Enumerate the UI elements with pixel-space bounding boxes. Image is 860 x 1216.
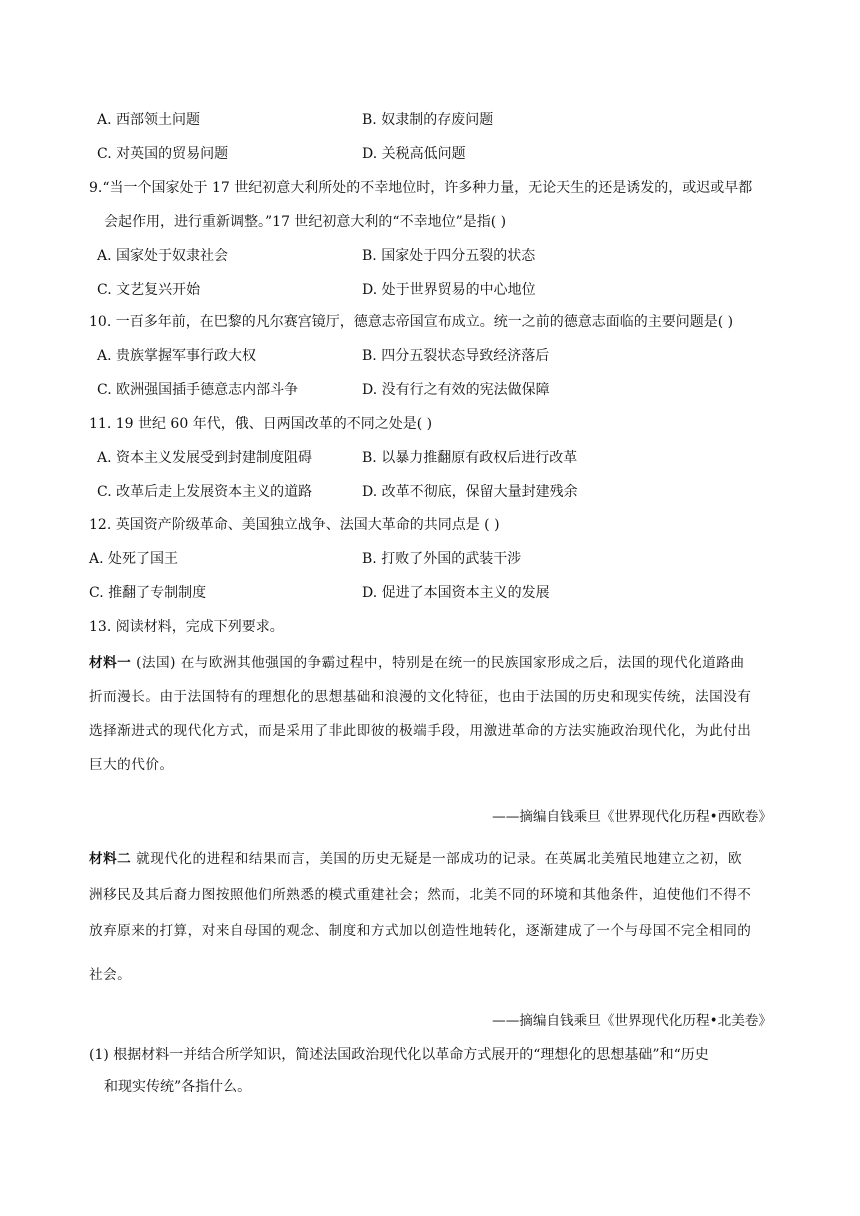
q12-option-b: B. 打败了外国的武装干涉 [362,551,522,567]
material2-source: ——摘编自钱乘旦《世界现代化历程•北美卷》 [492,1013,772,1029]
q10-option-c: C. 欧洲强国插手德意志内部斗争 [97,382,299,398]
q8-option-b: B. 奴隶制的存废问题 [362,112,494,128]
q10-stem: 10. 一百多年前，在巴黎的凡尔赛宫镜厅，德意志帝国宣布成立。统一之前的德意志面临的主要问题是( ) [89,314,734,330]
q9-option-d: D. 处于世界贸易的中心地位 [362,282,536,298]
material1-line2: 折而漫长。由于法国特有的理想化的思想基础和浪漫的文化特征，也由于法国的历史和现实传统，法国没有 [89,689,752,705]
q12-option-a: A. 处死了国王 [89,551,179,567]
material1-line1: 材料一 (法国) 在与欧洲其他强国的争霸过程中，特别是在统一的民族国家形成之后，法国的现代化道路曲 [89,655,745,671]
q11-option-a: A. 资本主义发展受到封建制度阻碍 [97,450,313,466]
q8-option-a: A. 西部领土问题 [97,112,201,128]
q13-stem: 13. 阅读材料，完成下列要求。 [89,619,284,635]
q12-option-c: C. 推翻了专制制度 [89,585,207,601]
q12-stem: 12. 英国资产阶级革命、美国独立战争、法国大革命的共同点是 ( ) [89,517,500,533]
material2-label: 材料二 [89,851,132,867]
q9-option-b: B. 国家处于四分五裂的状态 [362,248,536,264]
q9-stem-line1: 9.“当一个国家处于 17 世纪初意大利所处的不幸地位时，许多种力量，无论天生的还是诱发的，或迟或早都 [89,180,753,196]
material1-line4: 巨大的代价。 [89,757,174,773]
q11-option-d: D. 改革不彻底，保留大量封建残余 [362,484,578,500]
q10-option-a: A. 贵族掌握军事行政大权 [97,348,257,364]
q10-option-d: D. 没有行之有效的宪法做保障 [362,382,550,398]
q9-stem-line2: 会起作用，进行重新调整。”17 世纪初意大利的“不幸地位”是指( ) [104,214,507,230]
q8-option-d: D. 关税高低问题 [362,146,466,162]
q11-option-c: C. 改革后走上发展资本主义的道路 [97,484,313,500]
material1-source: ——摘编自钱乘旦《世界现代化历程•西欧卷》 [492,809,772,825]
q12-option-d: D. 促进了本国资本主义的发展 [362,585,550,601]
q9-option-a: A. 国家处于奴隶社会 [97,248,229,264]
q13-sub1-line2: 和现实传统”各指什么。 [104,1079,252,1095]
q11-stem: 11. 19 世纪 60 年代，俄、日两国改革的不同之处是( ) [89,416,433,432]
material1-line3: 选择渐进式的现代化方式，而是采用了非此即彼的极端手段，用激进革命的方法实施政治现代化，为此付出 [89,723,752,739]
q10-option-b: B. 四分五裂状态导致经济落后 [362,348,550,364]
material1-label: 材料一 [89,655,132,671]
material2-line3: 放弃原来的打算，对来自母国的观念、制度和方式加以创造性地转化，逐渐建成了一个与母国不完全相同的 [89,923,752,939]
q13-sub1-line1: (1) 根据材料一并结合所学知识，简述法国政治现代化以革命方式展开的“理想化的思想基础”和“历史 [89,1047,709,1063]
material2-line1: 材料二 就现代化的进程和结果而言，美国的历史无疑是一部成功的记录。在英属北美殖民地建立之初，欧 [89,851,743,867]
q9-option-c: C. 文艺复兴开始 [97,282,201,298]
material2-line2: 洲移民及其后裔力图按照他们所熟悉的模式重建社会；然而，北美不同的环境和其他条件，迫使他们不得不 [89,887,752,903]
material2-line4: 社会。 [89,967,132,983]
q8-option-c: C. 对英国的贸易问题 [97,146,229,162]
q11-option-b: B. 以暴力推翻原有政权后进行改革 [362,450,578,466]
